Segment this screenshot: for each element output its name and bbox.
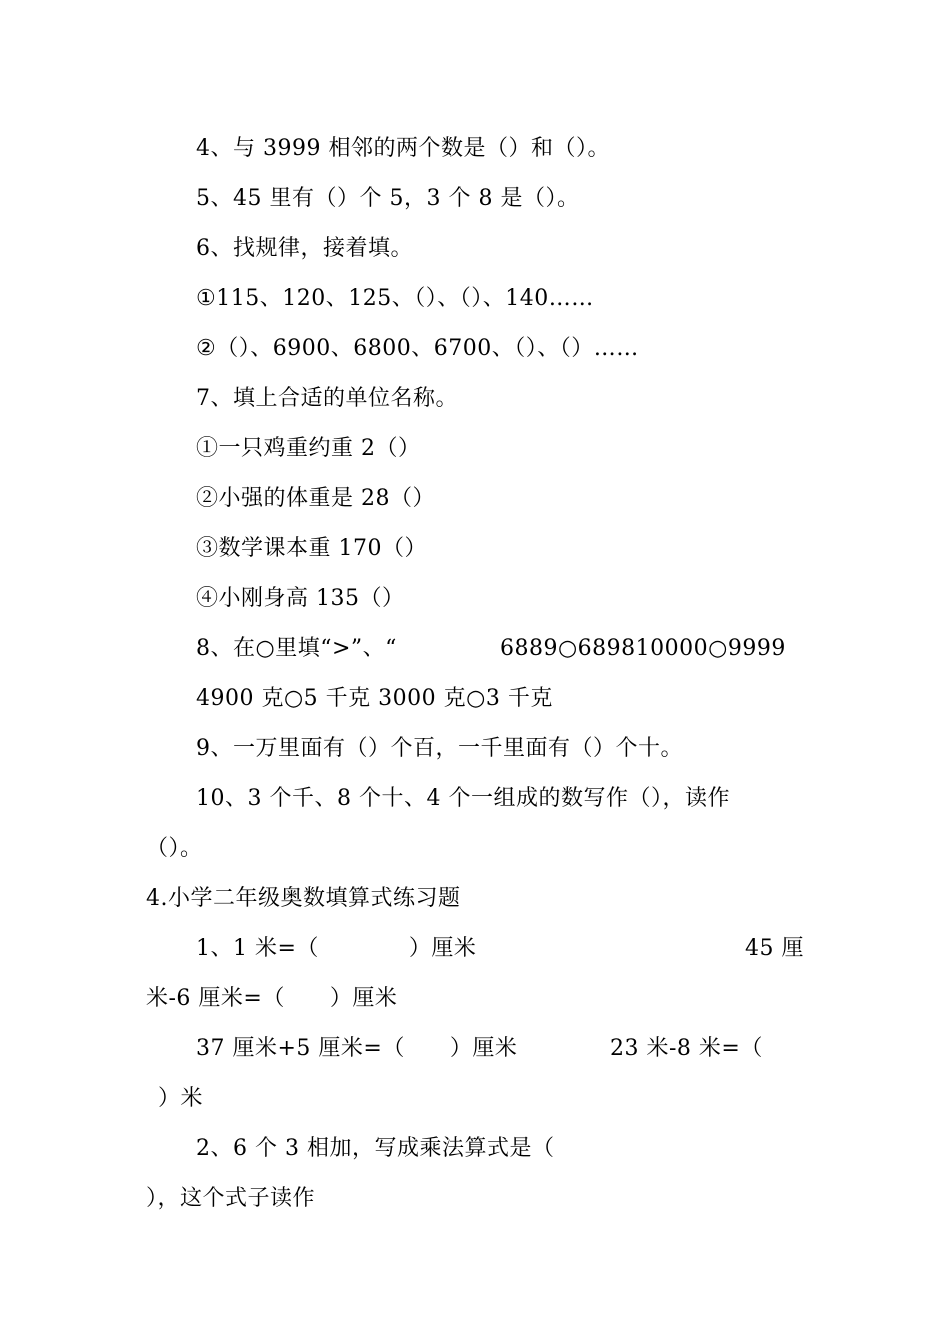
question-9: 9、一万里面有（）个百，一千里面有（）个十。 [196, 736, 683, 761]
exercise-2: 2、6 个 3 相加，写成乘法算式是（ [196, 1136, 555, 1161]
question-7-item-1: ①一只鸡重约重 2（） [196, 436, 421, 461]
exercise-1-part-d-end: ）米 [158, 1086, 204, 1111]
exercise-1-part-b-start: 45 厘 [745, 936, 804, 961]
exercise-2-continued: ），这个式子读作 [146, 1186, 316, 1211]
section-heading: 4.小学二年级奥数填算式练习题 [146, 886, 461, 911]
exercise-1-part-b-end: 米-6 厘米=（ ）厘米 [146, 986, 398, 1011]
question-4: 4、与 3999 相邻的两个数是（）和（）。 [196, 136, 610, 161]
question-8: 8、在○里填“>”、“ [196, 636, 397, 661]
question-7-item-4: ④小刚身高 135（） [196, 586, 405, 611]
question-7: 7、填上合适的单位名称。 [196, 386, 458, 411]
question-6: 6、找规律，接着填。 [196, 236, 413, 261]
exercise-1-part-a: 1、1 米=（ ）厘米 [196, 936, 477, 961]
exercise-1-part-d-start: 23 米-8 米=（ [610, 1036, 763, 1061]
question-6-item-1: ①115、120、125、（）、（）、140…… [196, 286, 594, 311]
exercise-1-part-c: 37 厘米+5 厘米=（ ）厘米 [196, 1036, 518, 1061]
question-7-item-3: ③数学课本重 170（） [196, 536, 427, 561]
question-7-item-2: ②小强的体重是 28（） [196, 486, 435, 511]
question-10: 10、3 个千、8 个十、4 个一组成的数写作（），读作 [196, 786, 730, 811]
question-8-comparisons-b: 4900 克○5 千克 3000 克○3 千克 [196, 686, 553, 711]
question-8-comparisons-a: 6889○689810000○9999 [500, 636, 786, 661]
question-6-item-2: ②（）、6900、6800、6700、（）、（）…… [196, 336, 639, 361]
question-10-continued: （）。 [146, 836, 203, 861]
question-5: 5、45 里有（）个 5，3 个 8 是（）。 [196, 186, 580, 211]
